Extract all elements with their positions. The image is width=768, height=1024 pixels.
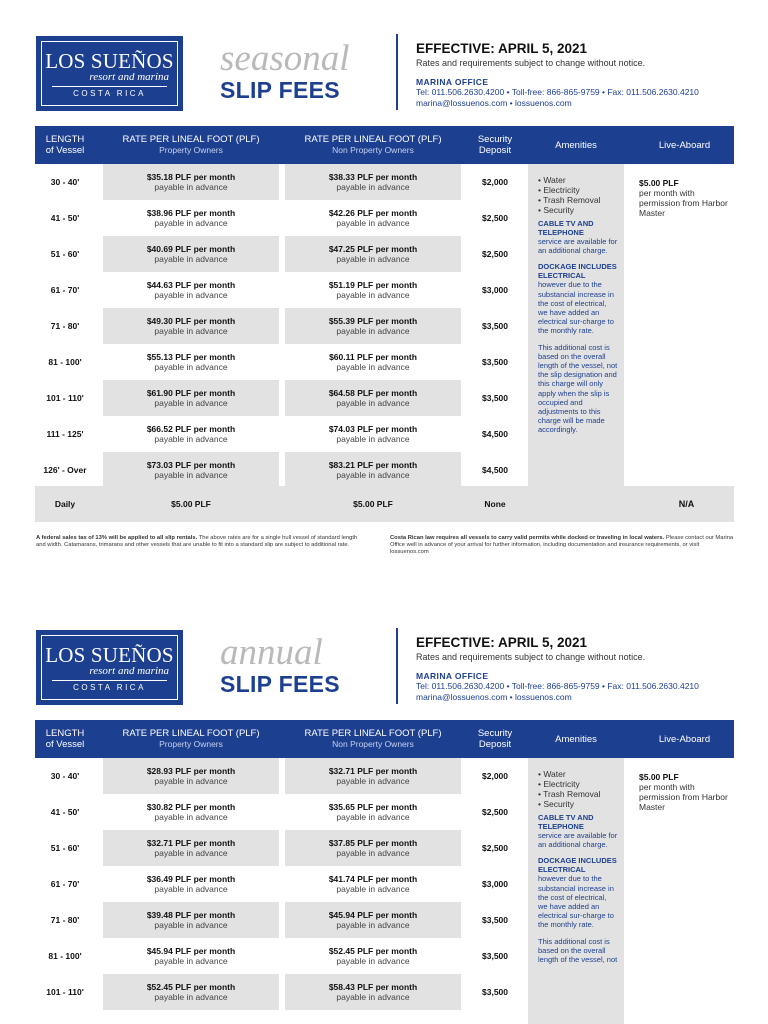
deposit-cell: $2,500 (482, 213, 508, 223)
contact-phone-line: Tel: 011.506.2630.4200 • Toll-free: 866-865-9759 • Fax: 011.506.2630.4210 (416, 87, 699, 97)
po-rate-cell: $55.13 PLF per month payable in advance (146, 352, 236, 372)
logo-country: COSTA RICA (73, 683, 146, 692)
rates-note: Rates and requirements subject to change without notice. (416, 58, 646, 68)
header-length: LENGTH of Vessel (45, 728, 85, 750)
table-row (35, 380, 734, 416)
po-rate-cell: $32.71 PLF per month payable in advance (103, 830, 279, 866)
po-rate-cell: $45.94 PLF per month payable in advance (146, 946, 236, 966)
live-aboard-price: $5.00 PLF (639, 772, 679, 782)
po-rate-cell: $28.93 PLF per month payable in advance (103, 758, 279, 794)
npo-rate-cell: $45.94 PLF per month payable in advance (285, 902, 461, 938)
header-deposit: Security Deposit (477, 134, 513, 156)
table-row (35, 938, 734, 974)
surcharge-note: This additional cost is based on the overall length of the vessel, not the slip designation and this charge will only apply when the slip is occupied and adjustments to this charge will be made accordingly. (538, 342, 618, 435)
length-cell: 81 - 100' (48, 357, 82, 367)
effective-date: EFFECTIVE: APRIL 5, 2021 (416, 635, 588, 650)
surcharge-note: This additional cost is based on the overall length of the vessel, not (538, 936, 618, 965)
cable-title: CABLE TV AND TELEPHONE (538, 219, 594, 237)
deposit-cell: $4,500 (482, 465, 508, 475)
table-row (35, 272, 734, 308)
npo-rate-cell: $60.11 PLF per month payable in advance (329, 352, 417, 372)
table-row (35, 902, 734, 938)
marina-office-label: MARINA OFFICE (416, 671, 489, 681)
header-po-rate: RATE PER LINEAL FOOT (PLF) Property Owners (122, 134, 260, 155)
amenity-item: • Trash Removal (538, 789, 601, 799)
po-rate-cell: $52.45 PLF per month payable in advance (103, 974, 279, 1010)
header-divider (396, 34, 398, 110)
amenity-item: • Electricity (538, 779, 580, 789)
deposit-cell: $3,000 (482, 879, 508, 889)
fee-kind-label: annual (220, 632, 323, 673)
table-row (35, 308, 734, 344)
header-deposit: Security Deposit (477, 728, 513, 750)
deposit-cell: $3,500 (482, 915, 508, 925)
contact-web-line: marina@lossuenos.com • lossuenos.com (416, 97, 572, 108)
length-cell: 71 - 80' (50, 915, 80, 925)
amenity-item: • Water (538, 175, 566, 185)
npo-rate-cell: $37.85 PLF per month payable in advance (285, 830, 461, 866)
po-rate-cell: $38.96 PLF per month payable in advance (146, 208, 236, 228)
npo-rate-cell: $58.43 PLF per month payable in advance (285, 974, 461, 1010)
table-row (35, 344, 734, 380)
length-cell: 41 - 50' (50, 807, 80, 817)
npo-rate-cell: $42.26 PLF per month payable in advance (328, 208, 418, 228)
cable-title: CABLE TV AND TELEPHONE (538, 813, 594, 831)
fee-kind-label: seasonal (220, 38, 350, 79)
contact-info (416, 87, 699, 108)
po-rate-cell: $39.48 PLF per month payable in advance (103, 902, 279, 938)
deposit-cell: $2,000 (482, 177, 508, 187)
header-length: LENGTH of Vessel (45, 134, 85, 156)
logo-name: LOS SUEÑOS (45, 49, 174, 73)
amenity-item: • Security (538, 799, 575, 809)
live-aboard-info (639, 772, 734, 812)
marina-office-label: MARINA OFFICE (416, 77, 489, 87)
npo-rate-cell: $38.33 PLF per month payable in advance (285, 164, 461, 200)
amenity-list (538, 769, 618, 809)
dockage-text: however due to the substancial increase in the cost of electrical, we have added an electrical sur-charge to the monthly rate. (538, 874, 614, 930)
daily-po-rate: $5.00 PLF (171, 499, 211, 509)
live-aboard-text: per month with permission from Harbor Master (639, 188, 728, 218)
table-row (35, 416, 734, 452)
header-live-aboard: Live-Aboard (658, 139, 711, 151)
deposit-cell: $2,500 (482, 843, 508, 853)
live-aboard-text: per month with permission from Harbor Master (639, 782, 728, 812)
daily-deposit: None (484, 499, 506, 509)
footnote-tax: A federal sales tax of 13% will be applied to all slip rentals. The above rates are for a single hull vessel of standard length and width. Catamarans, trimarans and other vessels that are unable to fit into a standard slip are subject to additional rate. (36, 535, 358, 548)
los-suenos-logo (36, 630, 183, 705)
po-rate-cell: $36.49 PLF per month payable in advance (146, 874, 236, 894)
po-rate-cell: $30.82 PLF per month payable in advance (146, 802, 236, 822)
dockage-title: DOCKAGE INCLUDES ELECTRICAL (538, 856, 617, 875)
deposit-cell: $2,500 (482, 807, 508, 817)
npo-rate-cell: $41.74 PLF per month payable in advance (328, 874, 418, 894)
annual-section (0, 594, 768, 1024)
table-row (35, 830, 734, 866)
table-row (35, 974, 734, 1010)
npo-rate-cell: $35.65 PLF per month payable in advance (328, 802, 418, 822)
logo-divider (52, 680, 167, 681)
page-title: SLIP FEES (220, 77, 340, 103)
po-rate-cell: $40.69 PLF per month payable in advance (103, 236, 279, 272)
table-row (35, 866, 734, 902)
npo-rate-cell: $74.03 PLF per month payable in advance (328, 424, 418, 444)
page-title: SLIP FEES (220, 671, 340, 697)
length-cell: 61 - 70' (50, 285, 80, 295)
live-aboard-price: $5.00 PLF (639, 178, 679, 188)
table-row (35, 236, 734, 272)
deposit-cell: $3,500 (482, 393, 508, 403)
length-cell: 30 - 40' (50, 177, 80, 187)
table-header (35, 720, 734, 758)
table-row (35, 164, 734, 200)
logo-divider (52, 86, 167, 87)
logo-name: LOS SUEÑOS (45, 643, 174, 667)
contact-info (416, 681, 699, 702)
dockage-text: however due to the substancial increase in the cost of electrical, we have added an electrical sur-charge to the monthly rate. (538, 280, 614, 336)
live-aboard-info (639, 178, 734, 218)
los-suenos-logo (36, 36, 183, 111)
header-npo-rate: RATE PER LINEAL FOOT (PLF) Non Property Owners (304, 728, 442, 749)
amenity-list (538, 175, 618, 215)
amenity-item: • Water (538, 769, 566, 779)
amenity-item: • Trash Removal (538, 195, 601, 205)
table-row (35, 758, 734, 794)
logo-subtitle: resort and marina (89, 665, 169, 677)
header-amenities: Amenities (555, 733, 597, 745)
daily-npo-rate: $5.00 PLF (353, 499, 393, 509)
length-cell: 61 - 70' (50, 879, 80, 889)
daily-length: Daily (54, 499, 76, 509)
npo-rate-cell: $32.71 PLF per month payable in advance (285, 758, 461, 794)
length-cell: 51 - 60' (50, 249, 80, 259)
npo-rate-cell: $51.19 PLF per month payable in advance (328, 280, 418, 300)
deposit-cell: $3,500 (482, 951, 508, 961)
length-cell: 126' - Over (43, 465, 87, 475)
cable-text: service are available for an additional charge. (538, 237, 618, 256)
effective-date: EFFECTIVE: APRIL 5, 2021 (416, 41, 588, 56)
dockage-title: DOCKAGE INCLUDES ELECTRICAL (538, 262, 617, 281)
contact-web-line: marina@lossuenos.com • lossuenos.com (416, 691, 572, 702)
table-row (35, 452, 734, 488)
cable-text: service are available for an additional charge. (538, 831, 618, 850)
npo-rate-cell: $83.21 PLF per month payable in advance (285, 452, 461, 488)
deposit-cell: $3,500 (482, 987, 508, 997)
header-live-aboard: Live-Aboard (658, 733, 711, 745)
header-po-rate: RATE PER LINEAL FOOT (PLF) Property Owners (122, 728, 260, 749)
po-rate-cell: $44.63 PLF per month payable in advance (146, 280, 236, 300)
length-cell: 81 - 100' (48, 951, 82, 961)
amenity-item: • Electricity (538, 185, 580, 195)
po-rate-cell: $35.18 PLF per month payable in advance (103, 164, 279, 200)
length-cell: 51 - 60' (50, 843, 80, 853)
daily-row (35, 486, 734, 522)
table-header (35, 126, 734, 164)
length-cell: 71 - 80' (50, 321, 80, 331)
header-divider (396, 628, 398, 704)
npo-rate-cell: $47.25 PLF per month payable in advance (285, 236, 461, 272)
contact-phone-line: Tel: 011.506.2630.4200 • Toll-free: 866-865-9759 • Fax: 011.506.2630.4210 (416, 681, 699, 691)
po-rate-cell: $49.30 PLF per month payable in advance (103, 308, 279, 344)
deposit-cell: $3,000 (482, 285, 508, 295)
length-cell: 111 - 125' (46, 429, 84, 439)
header-npo-rate: RATE PER LINEAL FOOT (PLF) Non Property Owners (304, 134, 442, 155)
deposit-cell: $3,500 (482, 321, 508, 331)
length-cell: 30 - 40' (50, 771, 80, 781)
table-row (35, 794, 734, 830)
npo-rate-cell: $64.58 PLF per month payable in advance (285, 380, 461, 416)
table-row (35, 200, 734, 236)
npo-rate-cell: $55.39 PLF per month payable in advance (285, 308, 461, 344)
daily-live-aboard: N/A (678, 499, 695, 509)
amenities-text (538, 769, 618, 964)
po-rate-cell: $66.52 PLF per month payable in advance (146, 424, 236, 444)
deposit-cell: $2,000 (482, 771, 508, 781)
length-cell: 101 - 110' (46, 987, 84, 997)
deposit-cell: $2,500 (482, 249, 508, 259)
length-cell: 101 - 110' (46, 393, 84, 403)
deposit-cell: $3,500 (482, 357, 508, 367)
logo-subtitle: resort and marina (89, 71, 169, 83)
npo-rate-cell: $52.45 PLF per month payable in advance (328, 946, 418, 966)
po-rate-cell: $73.03 PLF per month payable in advance (103, 452, 279, 488)
length-cell: 41 - 50' (50, 213, 80, 223)
logo-country: COSTA RICA (73, 89, 146, 98)
header-amenities: Amenities (555, 139, 597, 151)
deposit-cell: $4,500 (482, 429, 508, 439)
amenities-text (538, 175, 618, 435)
po-rate-cell: $61.90 PLF per month payable in advance (103, 380, 279, 416)
amenity-item: • Security (538, 205, 575, 215)
rates-note: Rates and requirements subject to change without notice. (416, 652, 646, 662)
footnote-permits: Costa Rican law requires all vessels to carry valid permits while docked or traveling in local waters. Please contact our Marina Office well in advance of your arrival for further information, including documentation and insurance requirements, or visit lossuenos.com (390, 535, 734, 555)
